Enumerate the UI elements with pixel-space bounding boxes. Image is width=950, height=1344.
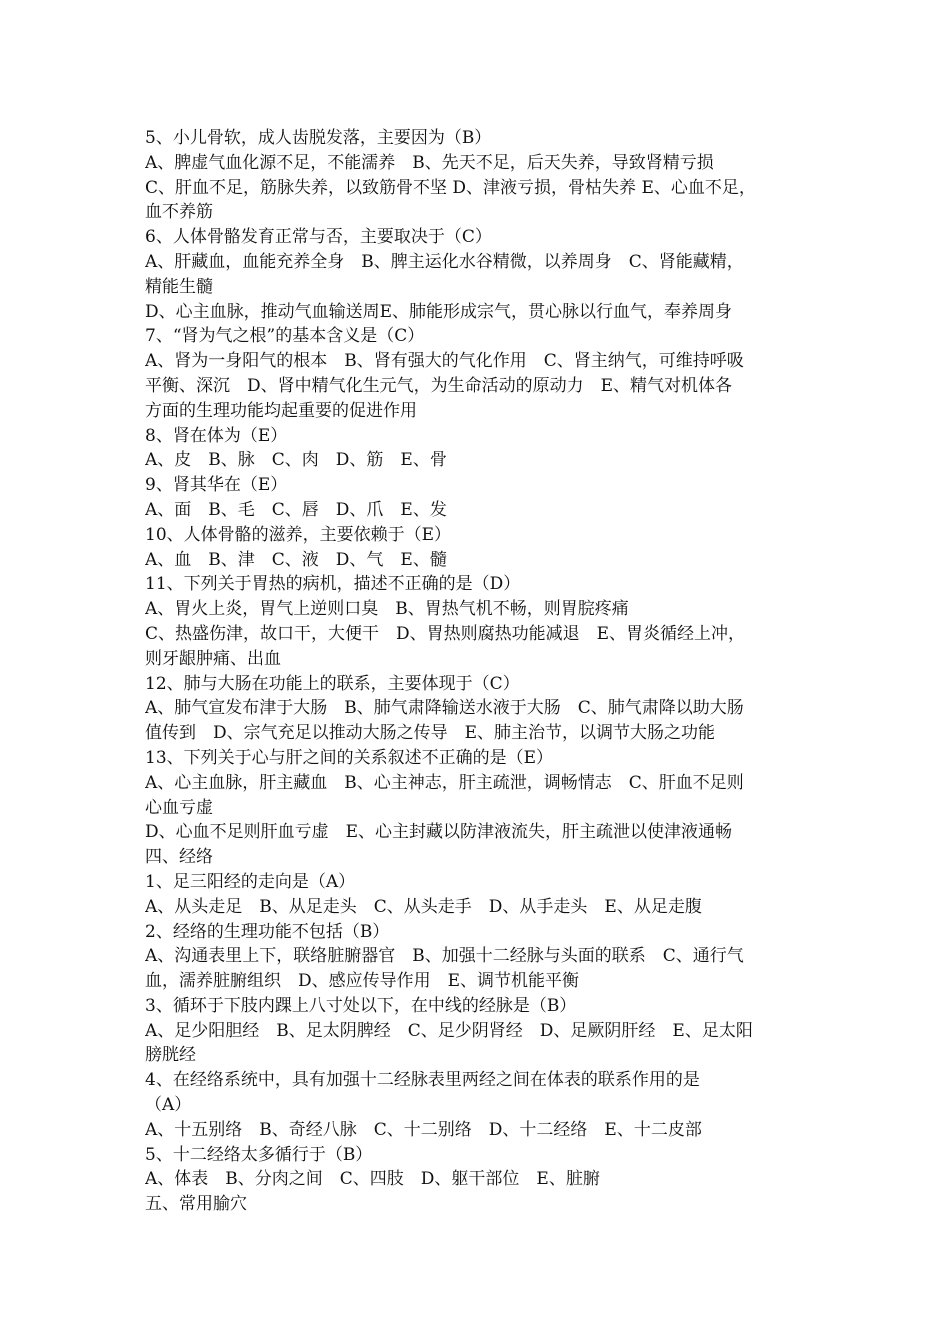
text-line: 6、人体骨骼发育正常与否，主要取决于（C）	[145, 227, 492, 248]
text-line: 9、肾其华在（E）	[145, 475, 288, 496]
text-line: 平衡、深沉 D、肾中精气化生元气，为生命活动的原动力 E、精气对机体各	[145, 375, 733, 396]
text-line: 血，濡养脏腑组织 D、感应传导作用 E、调节机能平衡	[145, 971, 580, 992]
section-heading: 五、常用腧穴	[145, 1194, 247, 1215]
text-line: 方面的生理功能均起重要的促进作用	[145, 400, 417, 421]
text-line: 2、经络的生理功能不包括（B）	[145, 921, 390, 942]
text-line: A、皮 B、脉 C、肉 D、筋 E、骨	[145, 450, 447, 471]
text-line: A、肾为一身阳气的根本 B、肾有强大的气化作用 C、肾主纳气，可维持呼吸	[145, 351, 744, 372]
text-line: 血不养筋	[145, 202, 213, 223]
text-line: 1、足三阳经的走向是（A）	[145, 871, 356, 892]
text-line: 8、肾在体为（E）	[145, 425, 288, 446]
text-line: 值传到 D、宗气充足以推动大肠之传导 E、肺主治节，以调节大肠之功能	[145, 723, 716, 744]
text-line: D、心血不足则肝血亏虚 E、心主封藏以防津液流失，肝主疏泄以使津液通畅	[145, 822, 733, 843]
text-line: A、肺气宣发布津于大肠 B、肺气肃降输送水液于大肠 C、肺气肃降以助大肠	[145, 698, 744, 719]
text-line: A、十五别络 B、奇经八脉 C、十二别络 D、十二经络 E、十二皮部	[145, 1119, 702, 1140]
text-line: 则牙龈肿痛、出血	[145, 648, 281, 669]
text-line: 3、循环于下肢内踝上八寸处以下，在中线的经脉是（B）	[145, 995, 577, 1016]
text-line: A、面 B、毛 C、唇 D、爪 E、发	[145, 499, 447, 520]
text-line: 11、下列关于胃热的病机，描述不正确的是（D）	[145, 574, 521, 595]
text-line: D、心主血脉，推动气血输送周E、肺能形成宗气，贯心脉以行血气，奉养周身	[145, 301, 733, 322]
text-line: 5、小儿骨软，成人齿脱发落，主要因为（B）	[145, 128, 492, 148]
text-line: 12、肺与大肠在功能上的联系，主要体现于（C）	[145, 673, 520, 694]
text-line: 膀胱经	[145, 1045, 196, 1066]
text-line: A、脾虚气血化源不足，不能濡养 B、先天不足，后天失养，导致肾精亏损	[145, 152, 714, 173]
text-line: 4、在经络系统中，具有加强十二经脉表里两经之间在体表的联系作用的是	[145, 1070, 700, 1091]
text-line: C、热盛伤津，故口干，大便干 D、胃热则腐热功能减退 E、胃炎循经上冲，	[145, 623, 746, 644]
document-page	[145, 126, 825, 1217]
text-line: A、肝藏血，血能充养全身 B、脾主运化水谷精微，以养周身 C、肾能藏精，	[145, 251, 744, 272]
section-heading: 四、经络	[145, 847, 213, 868]
text-line: A、血 B、津 C、液 D、气 E、髓	[145, 549, 447, 570]
text-line: A、体表 B、分肉之间 C、四肢 D、躯干部位 E、脏腑	[145, 1169, 600, 1190]
text-line: A、沟通表里上下，联络脏腑器官 B、加强十二经脉与头面的联系 C、通行气	[145, 946, 744, 967]
text-line: 心血亏虚	[145, 797, 213, 818]
text-line: 13、下列关于心与肝之间的关系叙述不正确的是（E）	[145, 747, 554, 768]
text-line: A、心主血脉，肝主藏血 B、心主神志，肝主疏泄，调畅情志 C、肝血不足则	[145, 772, 744, 793]
text-line: A、胃火上炎，胃气上逆则口臭 B、胃热气机不畅，则胃脘疼痛	[145, 599, 629, 620]
text-line: （A）	[145, 1095, 192, 1116]
text-line: 7、“肾为气之根”的基本含义是（C）	[145, 326, 425, 347]
text-line: C、肝血不足，筋脉失养，以致筋骨不坚 D、津液亏损，骨枯失养 E、心血不足，	[145, 177, 756, 198]
text-line: 精能生髓	[145, 276, 213, 297]
text-line: A、足少阳胆经 B、足太阴脾经 C、足少阴肾经 D、足厥阴肝经 E、足太阳	[145, 1020, 753, 1041]
text-line: A、从头走足 B、从足走头 C、从头走手 D、从手走头 E、从足走腹	[145, 896, 702, 917]
text-line: 10、人体骨骼的滋养，主要依赖于（E）	[145, 524, 452, 545]
text-line: 5、十二经络太多循行于（B）	[145, 1144, 373, 1165]
